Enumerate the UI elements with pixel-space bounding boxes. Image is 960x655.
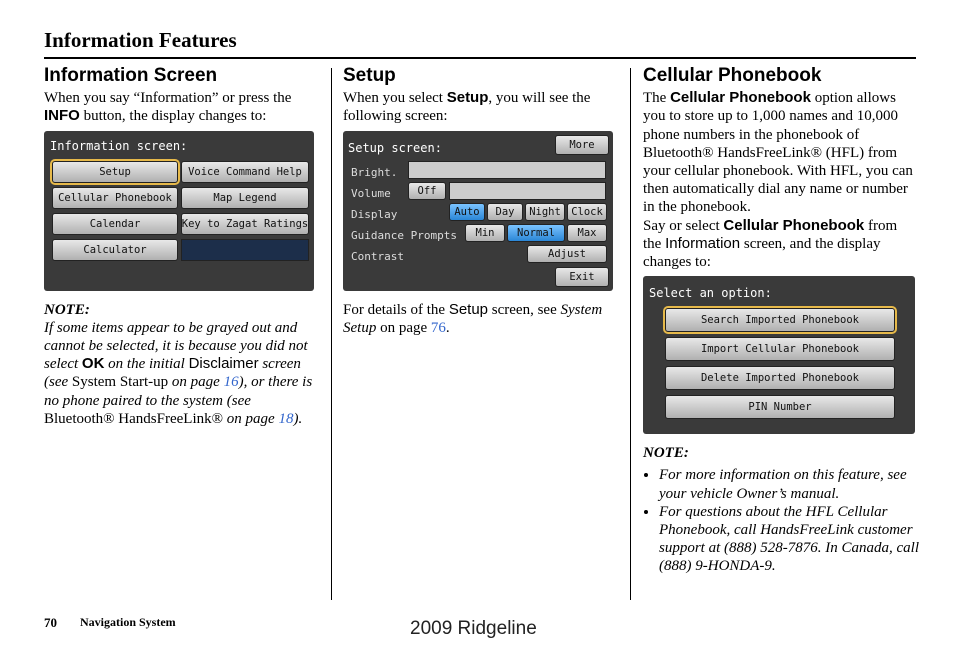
note-label: NOTE: <box>44 301 90 318</box>
info-button-term: INFO <box>44 107 80 125</box>
column-cellular-phonebook <box>643 67 919 576</box>
column-divider-2 <box>630 68 631 600</box>
phonebook-screen-image <box>643 276 915 434</box>
text: on page <box>223 410 279 427</box>
text: . <box>445 319 450 336</box>
guidance-min-option: Min <box>465 224 505 242</box>
setup-option: Setup <box>52 161 178 183</box>
page-link-76[interactable]: 76 <box>430 319 446 336</box>
cellular-phonebook-option: Cellular Phonebook <box>52 187 178 209</box>
calendar-option: Calendar <box>52 213 178 235</box>
note-list <box>643 466 919 575</box>
screen-title: Select an option: <box>649 286 772 301</box>
text: on page <box>168 374 224 391</box>
disclaimer-term: Disclaimer <box>188 355 259 373</box>
footer-title: Navigation System <box>80 615 176 629</box>
screen-title: Setup screen: <box>348 140 442 155</box>
text: from the <box>643 217 898 252</box>
text: When you select <box>343 90 447 107</box>
calculator-option: Calculator <box>52 239 178 261</box>
header-rule <box>44 57 916 59</box>
bluetooth-ref: Bluetooth® HandsFreeLink® <box>44 410 224 427</box>
section-heading-information-screen: Information Screen <box>44 65 218 86</box>
volume-label: Volume <box>351 186 391 200</box>
note-item: • For more information on this feature, see your vehicle Owner’s manual. <box>659 466 919 502</box>
import-cellular-phonebook-option: Import Cellular Phonebook <box>665 337 895 361</box>
volume-slider <box>449 182 606 200</box>
guidance-normal-option: Normal <box>507 224 565 242</box>
information-term: Information <box>665 234 741 252</box>
text: option allows you to store up to 1,000 names and 10,000 phone numbers in the phonebook of Bluetooth® HandsFreeLink® (HFL) from your cellular phonebook. With HFL, you can then automatically dial any name or number in the phonebook. <box>643 90 913 216</box>
column-setup <box>343 67 619 337</box>
setup-intro-paragraph <box>343 89 619 125</box>
ok-term: OK <box>81 355 105 373</box>
cellular-phonebook-term: Cellular Phonebook <box>723 216 865 234</box>
information-intro-paragraph <box>44 89 320 125</box>
voice-command-help-option: Voice Command Help <box>181 161 309 183</box>
text: ). <box>293 410 303 427</box>
column-divider-1 <box>331 68 332 600</box>
text: on the initial <box>104 356 189 373</box>
map-legend-option: Map Legend <box>181 187 309 209</box>
phonebook-intro-paragraph <box>643 89 919 216</box>
page-link-16[interactable]: 16 <box>223 374 239 391</box>
page-header-title: Information Features <box>44 28 237 52</box>
note-item: • For questions about the HFL Cellular Phonebook, call HandsFreeLink customer support at (888) 528-7876. In Canada, call (888) 9-HONDA-9. <box>659 503 919 576</box>
text: screen, see <box>488 301 561 318</box>
startup-ref: System Start-up <box>71 374 169 391</box>
bright-slider <box>408 161 606 179</box>
section-heading-cellular-phonebook: Cellular Phonebook <box>643 65 822 86</box>
text: The <box>643 90 671 107</box>
bright-label: Bright. <box>351 165 398 179</box>
guidance-max-option: Max <box>567 224 607 242</box>
watermark: 2009 Ridgeline <box>410 618 537 639</box>
section-heading-setup: Setup <box>343 65 396 86</box>
cellular-phonebook-term: Cellular Phonebook <box>670 89 811 107</box>
screen-title: Information screen: <box>50 138 188 153</box>
setup-reference-paragraph <box>343 301 619 337</box>
page-link-18[interactable]: 18 <box>278 410 294 427</box>
information-note <box>44 301 320 428</box>
contrast-label: Contrast <box>351 249 404 263</box>
display-label: Display <box>351 207 398 221</box>
text: screen, and the display changes to: <box>643 235 881 271</box>
system-setup-ref: System Setup <box>343 301 603 336</box>
search-imported-phonebook-option: Search Imported Phonebook <box>665 308 895 332</box>
volume-off-option: Off <box>408 182 446 200</box>
display-auto-option: Auto <box>449 203 485 221</box>
text: ), or there is no phone paired to the system (see <box>44 374 313 409</box>
text: For details of the <box>343 301 449 318</box>
phonebook-select-paragraph <box>643 217 919 272</box>
information-screen-image <box>44 131 314 291</box>
more-option: More <box>555 135 609 155</box>
delete-imported-phonebook-option: Delete Imported Phonebook <box>665 366 895 390</box>
note-label: NOTE: <box>643 445 689 462</box>
empty-slot <box>181 239 309 261</box>
text: button, the display changes to: <box>79 108 267 125</box>
text: , you will see the following screen: <box>343 90 591 125</box>
setup-screen-image <box>343 131 613 291</box>
contrast-adjust-option: Adjust <box>527 245 607 263</box>
display-night-option: Night <box>525 203 565 221</box>
display-clock-option: Clock <box>567 203 607 221</box>
text: Say or select <box>643 217 724 234</box>
setup-term: Setup <box>448 300 489 318</box>
display-day-option: Day <box>487 203 523 221</box>
column-information-screen <box>44 67 320 428</box>
guidance-prompts-label: Guidance Prompts <box>351 228 457 242</box>
text: screen (see <box>44 356 301 391</box>
page-number: 70 <box>44 615 57 630</box>
exit-option: Exit <box>555 267 609 287</box>
key-to-zagat-ratings-option: Key to Zagat Ratings <box>181 213 309 235</box>
text: If some items appear to be grayed out and cannot be selected, it is because you did not select <box>44 319 308 373</box>
pin-number-option: PIN Number <box>665 395 895 419</box>
setup-term: Setup <box>446 89 489 107</box>
text: When you say “Information” or press the <box>44 90 292 107</box>
text: on page <box>376 319 431 336</box>
